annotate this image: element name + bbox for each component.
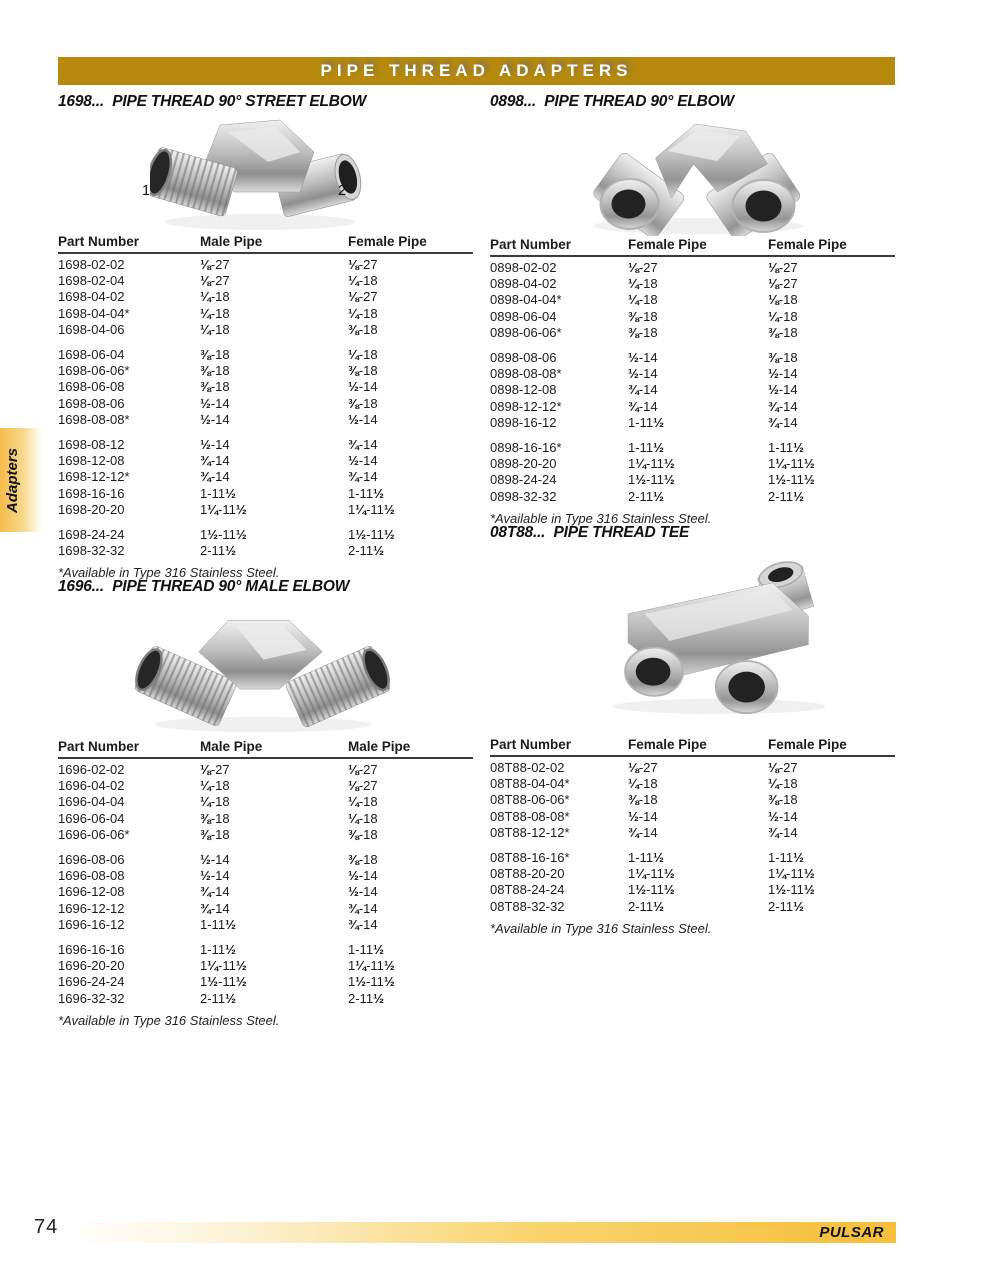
thread-size-cell: ¾-14: [348, 469, 378, 485]
column-header: Part Number: [58, 739, 140, 754]
thread-size-cell: ⅜-18: [348, 852, 378, 868]
part-number-cell: 0898-08-06: [490, 350, 557, 366]
thread-size-cell: 2-11½: [348, 990, 384, 1006]
table-row: [490, 276, 895, 292]
part-number-cell: 1698-12-08: [58, 453, 125, 469]
table-row: [58, 379, 473, 395]
column-header: Male Pipe: [348, 739, 411, 754]
thread-size-cell: ⅜-18: [200, 810, 230, 826]
part-number-cell: 1696-04-04: [58, 794, 125, 810]
thread-size-cell: ⅛-27: [200, 257, 230, 272]
thread-size-cell: ¾-14: [628, 824, 658, 840]
table-row: [58, 901, 473, 917]
part-number-cell: 1696-32-32: [58, 990, 125, 1006]
page-number: 74: [34, 1216, 59, 1238]
part-number-cell: 08T88-20-20: [490, 866, 565, 882]
table-row: [58, 794, 473, 810]
tee-illustration: [575, 545, 845, 727]
thread-size-cell: ¾-14: [768, 414, 798, 430]
table-row: [58, 469, 473, 485]
thread-size-cell: ¾-14: [348, 916, 378, 932]
thread-size-cell: ½-14: [200, 395, 230, 411]
thread-size-cell: ⅜-18: [628, 792, 658, 808]
table-header-row: [490, 736, 895, 757]
table-row: [58, 396, 473, 412]
part-number-cell: 1698-12-12*: [58, 469, 130, 485]
part-number-cell: 0898-16-12: [490, 414, 557, 430]
thread-size-cell: 1½-11½: [348, 974, 395, 990]
sidebar-tab-adapters: [0, 428, 42, 532]
part-number-cell: 0898-06-06*: [490, 324, 562, 340]
part-number-cell: 1698-06-08: [58, 379, 125, 395]
part-number-cell: 0898-32-32: [490, 488, 557, 504]
table-row: [58, 778, 473, 794]
thread-size-cell: ⅜-18: [200, 379, 230, 395]
column-header: Female Pipe: [768, 737, 847, 752]
thread-size-cell: 1½-11½: [200, 974, 247, 990]
table-row: [58, 412, 473, 428]
thread-size-cell: ⅛-27: [768, 276, 798, 292]
thread-size-cell: ⅛-27: [348, 289, 378, 305]
table-row: [58, 884, 473, 900]
table-row: [490, 866, 895, 882]
part-number-cell: 0898-04-02: [490, 276, 557, 292]
thread-size-cell: ⅜-18: [200, 826, 230, 842]
parts-table-1698: [58, 233, 473, 580]
part-number-cell: 0898-04-04*: [490, 292, 562, 308]
thread-size-cell: 1-11½: [200, 916, 236, 932]
thread-size-cell: 1½-11½: [768, 882, 815, 898]
thread-size-cell: ½-14: [200, 852, 230, 868]
table-row: [490, 776, 895, 792]
thread-size-cell: ¼-18: [628, 292, 658, 308]
column-header: Female Pipe: [348, 234, 427, 249]
male-elbow-illustration: [130, 598, 395, 736]
part-number-cell: 1698-02-02: [58, 257, 125, 272]
thread-size-cell: 2-11½: [768, 488, 804, 504]
table-row: [490, 472, 895, 488]
part-number-cell: 08T88-16-16*: [490, 850, 570, 866]
column-header: Male Pipe: [200, 234, 263, 249]
thread-size-cell: ¾-14: [628, 382, 658, 398]
thread-size-cell: ⅛-27: [768, 260, 798, 275]
thread-size-cell: ½-14: [348, 884, 378, 900]
thread-size-cell: 1½-11½: [200, 527, 247, 543]
part-number-cell: 1698-20-20: [58, 501, 125, 517]
table-header-row: [490, 236, 895, 257]
thread-size-cell: 1½-11½: [348, 527, 395, 543]
thread-size-cell: 1¼-11½: [628, 456, 675, 472]
thread-size-cell: ⅜-18: [348, 826, 378, 842]
thread-size-cell: 1-11½: [768, 440, 804, 456]
table-row: [58, 486, 473, 502]
part-number-cell: 1696-20-20: [58, 958, 125, 974]
thread-size-cell: ¾-14: [200, 884, 230, 900]
table-row: [58, 347, 473, 363]
table-row: [490, 292, 895, 308]
thread-size-cell: ⅛-27: [348, 778, 378, 794]
thread-size-cell: 1¼-11½: [628, 866, 675, 882]
part-number-cell: 08T88-12-12*: [490, 824, 570, 840]
thread-size-cell: 1¼-11½: [200, 958, 247, 974]
part-number-cell: 1696-06-04: [58, 810, 125, 826]
table-row: [490, 899, 895, 915]
part-number-cell: 1696-16-16: [58, 942, 125, 958]
thread-size-cell: ⅜-18: [200, 347, 230, 363]
thread-size-cell: ⅛-18: [768, 292, 798, 308]
thread-size-cell: ¾-14: [348, 437, 378, 453]
thread-size-cell: ¼-18: [348, 305, 378, 321]
table-row: [58, 437, 473, 453]
table-header-row: [58, 738, 473, 759]
column-header: Part Number: [490, 737, 572, 752]
thread-size-cell: 1½-11½: [628, 882, 675, 898]
table-row: [58, 257, 473, 273]
section-title-0898: 0898... PIPE THREAD 90° ELBOW: [490, 93, 734, 110]
part-number-cell: 08T88-24-24: [490, 882, 565, 898]
female-elbow-photo: [565, 106, 830, 241]
thread-size-cell: ¼-18: [200, 794, 230, 810]
pulsar-logo: PULSAR: [819, 1224, 884, 1241]
thread-size-cell: ¾-14: [348, 900, 378, 916]
part-number-cell: 1698-08-12: [58, 437, 125, 453]
table-row: [490, 456, 895, 472]
part-number-cell: 1696-16-12: [58, 916, 125, 932]
thread-size-cell: ⅛-27: [348, 762, 378, 777]
thread-size-cell: ½-14: [200, 868, 230, 884]
thread-size-cell: ¼-18: [628, 776, 658, 792]
thread-size-cell: 1½-11½: [628, 472, 675, 488]
thread-size-cell: 2-11½: [628, 898, 664, 914]
table-row: [58, 306, 473, 322]
part-number-cell: 0898-20-20: [490, 456, 557, 472]
thread-size-cell: 1-11½: [348, 485, 384, 501]
table-row: [58, 974, 473, 990]
part-number-cell: 1698-08-06: [58, 395, 125, 411]
table-row: [58, 811, 473, 827]
thread-size-cell: 2-11½: [200, 990, 236, 1006]
thread-size-cell: ⅜-18: [768, 350, 798, 366]
thread-size-cell: 1-11½: [628, 850, 664, 866]
thread-size-cell: ¼-18: [348, 347, 378, 363]
thread-size-cell: 2-11½: [768, 898, 804, 914]
male-elbow-photo: [130, 598, 395, 741]
thread-size-cell: ⅛-27: [768, 760, 798, 775]
thread-size-cell: ⅜-18: [348, 395, 378, 411]
part-number-cell: 0898-02-02: [490, 260, 557, 275]
thread-size-cell: ¾-14: [200, 469, 230, 485]
thread-size-cell: ⅛-27: [200, 273, 230, 289]
thread-size-cell: ⅛-27: [628, 260, 658, 275]
thread-size-cell: ½-14: [348, 411, 378, 427]
thread-size-cell: 2-11½: [348, 543, 384, 559]
thread-size-cell: ¼-18: [200, 778, 230, 794]
stainless-footnote: *Available in Type 316 Stainless Steel.: [58, 1012, 280, 1028]
thread-size-cell: ½-14: [768, 808, 798, 824]
footer-bar: [64, 1222, 896, 1243]
figure-label-1: 1: [142, 183, 151, 199]
thread-size-cell: 1-11½: [768, 850, 804, 866]
header-band: [58, 57, 895, 85]
thread-size-cell: ½-14: [348, 868, 378, 884]
part-number-cell: 08T88-08-08*: [490, 808, 570, 824]
table-row: [58, 762, 473, 778]
part-number-cell: 08T88-06-06*: [490, 792, 570, 808]
table-row: [58, 527, 473, 543]
table-row: [490, 489, 895, 505]
thread-size-cell: ⅛-27: [628, 760, 658, 775]
part-number-cell: 1698-32-32: [58, 543, 125, 559]
part-number-cell: 1698-02-04: [58, 273, 125, 289]
table-row: [490, 440, 895, 456]
table-row: [490, 415, 895, 431]
part-number-cell: 1696-24-24: [58, 974, 125, 990]
table-row: [58, 852, 473, 868]
sidebar-tab-label: Adapters: [4, 447, 21, 513]
table-row: [490, 760, 895, 776]
thread-size-cell: ¾-14: [768, 398, 798, 414]
thread-size-cell: 2-11½: [628, 488, 664, 504]
page-title: PIPE THREAD ADAPTERS: [320, 61, 633, 80]
table-row: [490, 309, 895, 325]
part-number-cell: 1698-06-04: [58, 347, 125, 363]
street-elbow-illustration: [150, 110, 370, 232]
part-number-cell: 1696-02-02: [58, 762, 125, 777]
thread-size-cell: ½-14: [200, 437, 230, 453]
part-number-cell: 1696-12-12: [58, 900, 125, 916]
column-header: Female Pipe: [768, 237, 847, 252]
thread-size-cell: ½-14: [768, 366, 798, 382]
thread-size-cell: ⅛-27: [200, 762, 230, 777]
parts-table-0898: [490, 236, 895, 526]
section-title-1696: 1696... PIPE THREAD 90° MALE ELBOW: [58, 578, 350, 595]
parts-table-1696: [58, 738, 473, 1028]
column-header: Female Pipe: [628, 237, 707, 252]
table-row: [58, 917, 473, 933]
section-title-1698: 1698... PIPE THREAD 90° STREET ELBOW: [58, 93, 367, 110]
table-row: [490, 792, 895, 808]
thread-size-cell: ¼-18: [628, 276, 658, 292]
table-row: [58, 453, 473, 469]
street-elbow-photo: [142, 110, 370, 237]
thread-size-cell: 1¼-11½: [768, 456, 815, 472]
thread-size-cell: ⅜-18: [200, 363, 230, 379]
thread-size-cell: 1¼-11½: [200, 501, 247, 517]
table-row: [58, 543, 473, 559]
thread-size-cell: ¼-18: [768, 308, 798, 324]
thread-size-cell: ½-14: [200, 411, 230, 427]
thread-size-cell: 1¼-11½: [768, 866, 815, 882]
table-row: [58, 363, 473, 379]
parts-table-08T88: [490, 736, 895, 936]
table-row: [58, 322, 473, 338]
thread-size-cell: ½-14: [348, 453, 378, 469]
thread-size-cell: ¼-18: [348, 794, 378, 810]
stainless-footnote: *Available in Type 316 Stainless Steel.: [58, 565, 280, 581]
stainless-footnote: *Available in Type 316 Stainless Steel.: [490, 510, 712, 526]
table-row: [490, 809, 895, 825]
thread-size-cell: 1-11½: [628, 440, 664, 456]
part-number-cell: 0898-08-08*: [490, 366, 562, 382]
thread-size-cell: ⅜-18: [628, 324, 658, 340]
thread-size-cell: ⅜-18: [628, 308, 658, 324]
thread-size-cell: ¼-18: [348, 273, 378, 289]
thread-size-cell: ½-14: [628, 808, 658, 824]
thread-size-cell: 1-11½: [200, 485, 236, 501]
thread-size-cell: 1-11½: [628, 414, 664, 430]
column-header: Part Number: [490, 237, 572, 252]
table-row: [490, 366, 895, 382]
thread-size-cell: ¼-18: [200, 321, 230, 337]
part-number-cell: 1698-24-24: [58, 527, 125, 543]
thread-size-cell: ⅜-18: [768, 324, 798, 340]
table-row: [490, 260, 895, 276]
table-row: [58, 827, 473, 843]
figure-label-2: 2: [338, 183, 347, 199]
section-title-08T88: 08T88... PIPE THREAD TEE: [490, 524, 690, 541]
column-header: Male Pipe: [200, 739, 263, 754]
thread-size-cell: 1-11½: [200, 942, 236, 958]
table-row: [58, 502, 473, 518]
thread-size-cell: ⅜-18: [348, 363, 378, 379]
thread-size-cell: ½-14: [348, 379, 378, 395]
table-row: [490, 850, 895, 866]
thread-size-cell: 1¼-11½: [348, 958, 395, 974]
thread-size-cell: 1-11½: [348, 942, 384, 958]
thread-size-cell: ¼-18: [768, 776, 798, 792]
column-header: Part Number: [58, 234, 140, 249]
part-number-cell: 0898-12-08: [490, 382, 557, 398]
thread-size-cell: ½-14: [628, 350, 658, 366]
part-number-cell: 1696-06-06*: [58, 826, 130, 842]
part-number-cell: 1696-08-08: [58, 868, 125, 884]
part-number-cell: 1696-04-02: [58, 778, 125, 794]
part-number-cell: 1698-04-02: [58, 289, 125, 305]
part-number-cell: 1698-04-04*: [58, 305, 130, 321]
thread-size-cell: ¾-14: [628, 398, 658, 414]
table-row: [490, 399, 895, 415]
thread-size-cell: ½-14: [628, 366, 658, 382]
part-number-cell: 1698-06-06*: [58, 363, 130, 379]
table-row: [490, 882, 895, 898]
part-number-cell: 0898-06-04: [490, 308, 557, 324]
table-row: [58, 942, 473, 958]
part-number-cell: 0898-12-12*: [490, 398, 562, 414]
thread-size-cell: 2-11½: [200, 543, 236, 559]
part-number-cell: 0898-16-16*: [490, 440, 562, 456]
table-row: [58, 991, 473, 1007]
thread-size-cell: 1½-11½: [768, 472, 815, 488]
table-header-row: [58, 233, 473, 254]
thread-size-cell: ¼-18: [200, 289, 230, 305]
part-number-cell: 08T88-32-32: [490, 898, 565, 914]
table-row: [58, 958, 473, 974]
table-row: [490, 382, 895, 398]
thread-size-cell: ¾-14: [200, 453, 230, 469]
thread-size-cell: ⅛-27: [348, 257, 378, 272]
part-number-cell: 0898-24-24: [490, 472, 557, 488]
thread-size-cell: ¼-18: [348, 810, 378, 826]
stainless-footnote: *Available in Type 316 Stainless Steel.: [490, 920, 712, 936]
part-number-cell: 1696-12-08: [58, 884, 125, 900]
table-row: [490, 825, 895, 841]
thread-size-cell: 1¼-11½: [348, 501, 395, 517]
female-elbow-illustration: [565, 106, 830, 236]
part-number-cell: 1698-16-16: [58, 485, 125, 501]
table-row: [490, 325, 895, 341]
part-number-cell: 08T88-04-04*: [490, 776, 570, 792]
table-row: [490, 350, 895, 366]
part-number-cell: 08T88-02-02: [490, 760, 565, 775]
table-row: [58, 868, 473, 884]
thread-size-cell: ¾-14: [768, 824, 798, 840]
thread-size-cell: ¾-14: [200, 900, 230, 916]
thread-size-cell: ½-14: [768, 382, 798, 398]
part-number-cell: 1698-04-06: [58, 321, 125, 337]
column-header: Female Pipe: [628, 737, 707, 752]
thread-size-cell: ⅜-18: [348, 321, 378, 337]
part-number-cell: 1698-08-08*: [58, 411, 130, 427]
thread-size-cell: ¼-18: [200, 305, 230, 321]
table-row: [58, 273, 473, 289]
table-row: [58, 289, 473, 305]
part-number-cell: 1696-08-06: [58, 852, 125, 868]
tee-photo: [575, 545, 845, 732]
thread-size-cell: ⅜-18: [768, 792, 798, 808]
